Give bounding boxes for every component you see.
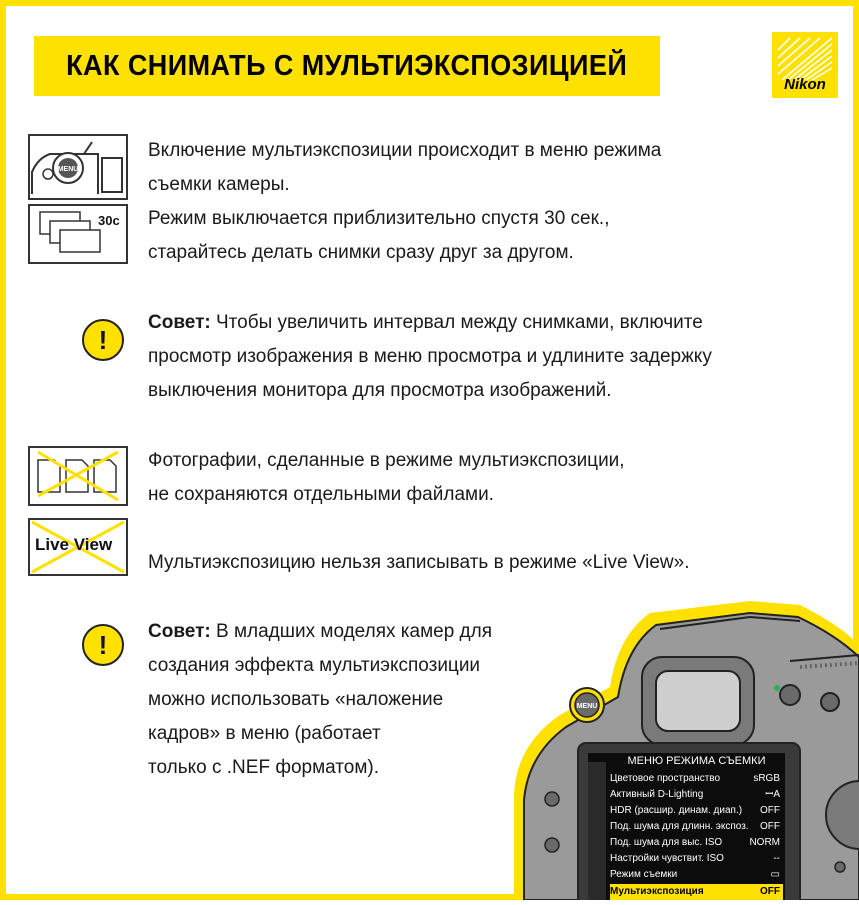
tip2-line-3: можно использовать «наложение bbox=[148, 689, 444, 710]
menu-row: Активный D-Lighting ꟷA bbox=[610, 789, 780, 800]
logo-text: Nikon bbox=[784, 76, 826, 93]
section1-line-3: Режим выключается приблизительно спустя 30 сек., bbox=[148, 208, 610, 229]
menu-row: Цветовое пространство sRGB bbox=[610, 773, 780, 784]
tip2-label: Совет: bbox=[148, 621, 211, 642]
menu-row: Настройки чувствит. ISO -- bbox=[610, 853, 780, 864]
timer-label: 30с bbox=[98, 213, 120, 228]
title-banner bbox=[34, 36, 660, 96]
svg-text:MENU: MENU bbox=[57, 166, 79, 173]
tip1-alert-icon: ! bbox=[82, 319, 124, 361]
menu-title: МЕНЮ РЕЖИМА СЪЕМКИ bbox=[627, 755, 766, 767]
tip2-alert-icon: ! bbox=[82, 624, 124, 666]
tip1-label: Совет: bbox=[148, 312, 211, 333]
tip2-line-1: В младших моделях камер для bbox=[210, 621, 493, 642]
menu-row: HDR (расшир. динам. диап.) OFF bbox=[610, 805, 780, 816]
timer-frames-icon bbox=[28, 204, 128, 269]
tip2-text bbox=[148, 615, 492, 785]
tip1-text bbox=[148, 306, 712, 408]
page-title: КАК СНИМАТЬ С МУЛЬТИЭКСПОЗИЦИЕЙ bbox=[66, 49, 628, 82]
section2-line-1: Фотографии, сделанные в режиме мультиэкспозиции, bbox=[148, 450, 625, 471]
no-live-view-icon bbox=[28, 518, 128, 581]
section1-line-2: съемки камеры. bbox=[148, 174, 290, 195]
no-separate-files-icon bbox=[28, 446, 128, 511]
tip1-line-3: выключения монитора для просмотра изображений. bbox=[148, 380, 612, 401]
menu-row: Под. шума для выс. ISO NORM bbox=[610, 837, 780, 848]
live-view-text: Мультиэкспозицию нельзя записывать в режиме «Live View». bbox=[148, 552, 690, 573]
tip1-line-2: просмотр изображения в меню просмотра и удлините задержку bbox=[148, 346, 712, 367]
camera-menu-button-icon bbox=[28, 134, 128, 205]
live-view-label: Live View bbox=[35, 535, 113, 554]
menu-row-selected: Мультиэкспозиция OFF bbox=[610, 884, 783, 900]
camera-menu-screen bbox=[588, 753, 785, 900]
section2-text bbox=[148, 444, 625, 512]
nikon-logo bbox=[772, 32, 838, 98]
menu-row: Под. шума для длинн. экспоз. OFF bbox=[610, 821, 780, 832]
tip2-line-2: создания эффекта мультиэкспозиции bbox=[148, 655, 481, 676]
section1-line-1: Включение мультиэкспозиции происходит в меню режима bbox=[148, 140, 662, 161]
tip2-line-5: только с .NEF форматом). bbox=[148, 757, 380, 778]
section2-line-2: не сохраняются отдельными файлами. bbox=[148, 484, 494, 505]
section1-line-4: старайтесь делать снимки сразу друг за другом. bbox=[148, 242, 574, 263]
svg-text:MENU: MENU bbox=[576, 703, 598, 710]
tip1-line-1: Чтобы увеличить интервал между снимками, включите bbox=[210, 312, 703, 333]
menu-sidebar-icons bbox=[588, 762, 606, 900]
menu-row: Режим съемки ▭ bbox=[610, 869, 780, 880]
tip2-line-4: кадров» в меню (работает bbox=[148, 723, 381, 744]
section1-text bbox=[148, 134, 661, 270]
